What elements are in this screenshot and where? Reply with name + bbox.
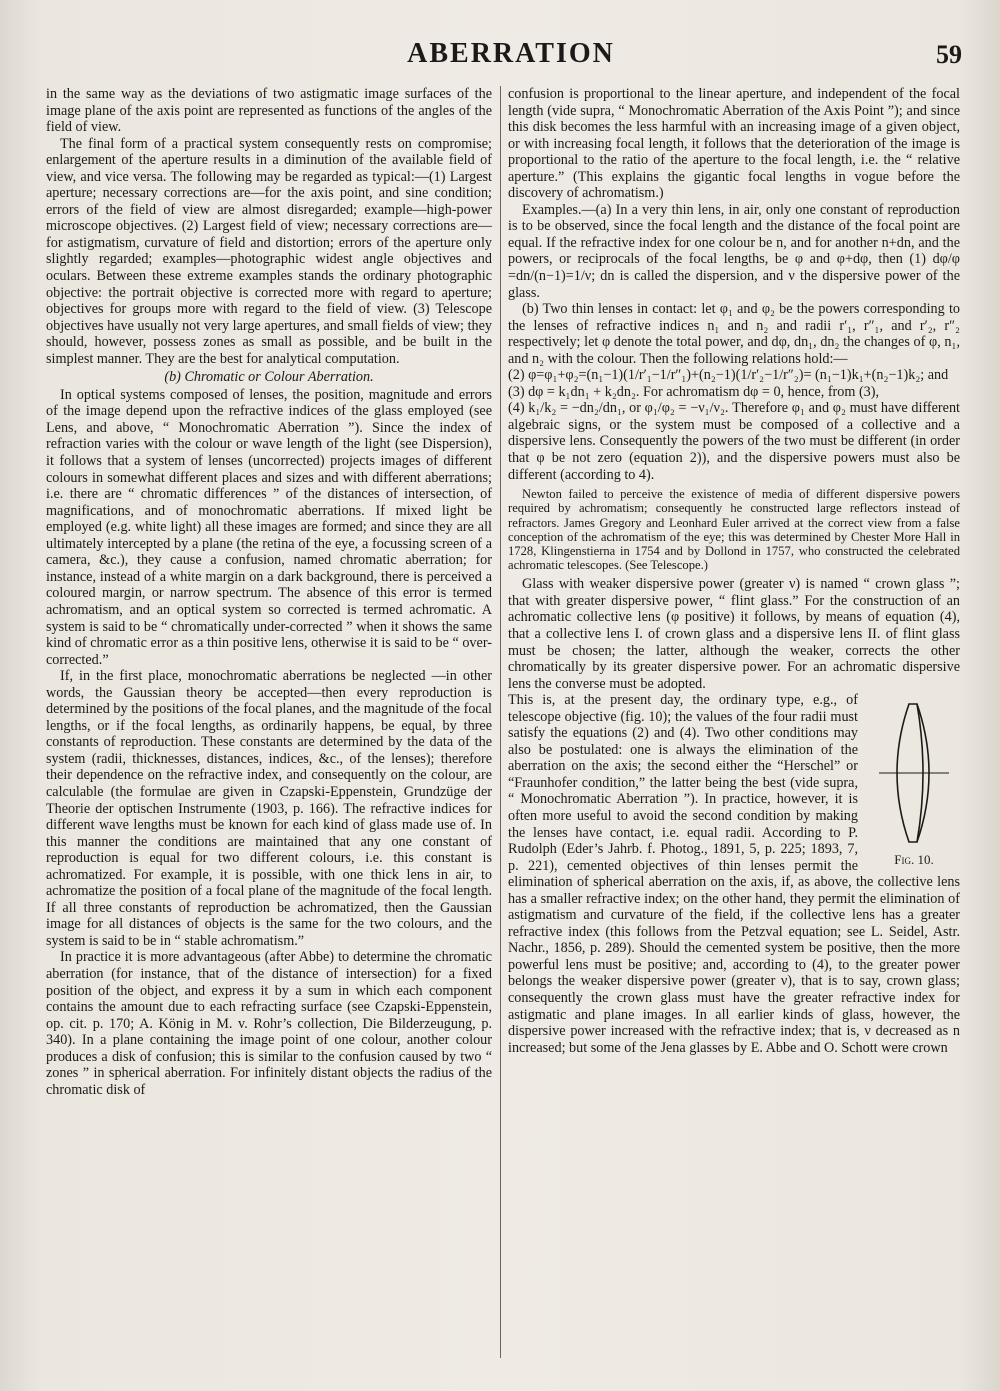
section-heading: (b) Chromatic or Colour Aberration. bbox=[164, 369, 374, 386]
page-header bbox=[60, 38, 962, 78]
paragraph: confusion is proportional to the linear aperture, and independent of the focal length (vide supra, “ Monochromatic Aberration of the Axis Point ”); and since this disk becomes the less harmful with an increasing image of a given object, or with increasing focal length, it follows that the deterioration of the image is proportional to the ratio of the aperture to the focal length, i.e. the “ relative aperture.” (This explains the gigantic focal lengths in vogue before the discovery of achromatism.) bbox=[508, 86, 960, 202]
figure-caption: Fig. 10. bbox=[894, 852, 934, 868]
small-print-note: Newton failed to perceive the existence of media of different dispersive powers required by achromatism; consequently he constructed large reflectors instead of refractors. James Gregory and Leonhard Euler arrived at the correct view from a false conception of the achromatism of the eye; this was determined by Chester More Hall in 1728, Klingenstierna in 1754 and by Dollond in 1757, who constructed the celebrated achromatic telescopes. (See Telescope.) bbox=[508, 487, 960, 573]
paragraph: This is, at the present day, the ordinary type, e.g., of telescope objective (fig. 10); the values of the four radii must satisfy the equations (2) and (4). Two other conditions may also be postulated: one is always the elimination of the aberration on the axis; the second either the “Herschel” or “Fraunhofer condition,” the latter being the best (vide supra, “ Monochromatic Aberration ”). In practice, however, it is often more useful to avoid the second condition by making the lenses have contact, i.e. equal radii. According to P. Rudolph (Eder’s Jahrb. f. Photog., 1891, 5, p. 225; 1893, 7, p. 221), cemented objectives of thin lenses permit the elimination of spherical aberration on the axis, if, as above, the collective lens has a smaller refractive index; on the other hand, they permit the elimination of astigmatism and curvature of the field, if the collective lens has a greater refractive index (this follows from the Petzval equation; see L. Seidel, Astr. Nachr., 1856, p. 289). Should the cemented system be positive, then the more powerful lens must be positive; and, according to (4), to the greater power belongs the weaker dispersive power (greater ν), that is to say, crown glass; consequently the crown glass must have the greater refractive index for astigmatic and plane images. In all earlier kinds of glass, however, the dispersive power increased with the refractive index; that is, ν decreased as n increased; but some of the Jena glasses by E. Abbe and O. Schott were crown bbox=[508, 692, 960, 1056]
paragraph: If, in the first place, monochromatic aberrations be neglected —in other words, the Gaussian theory be accepted—then every reproduction is determined by the positions of the focal planes, and the magnitude of the focal lengths, or if the focal lengths, as ordinarily happens, be equal, by three constants of reproduction. These constants are determined by the data of the system (radii, thicknesses, distances, indices, &c., of the lenses); therefore their dependence on the refractive index, and consequently on the colour, are calculable (the formulae are given in Czapski-Eppenstein, Grundzüge der Theorie der optischen Instrumente (1903, p. 166). The refractive indices for different wave lengths must be known for each kind of glass made use of. In this manner the conditions are maintained that any one constant of reproduction is equal for two different colours, i.e. this constant is achromatized. For example, it is possible, with one thick lens in air, to achromatize the position of a focal plane of the magnitude of the focal length. If all three constants of reproduction be achromatized, then the Gaussian image for all distances of objects is the same for the two colours, and the system is said to be in “ stable achromatism.” bbox=[46, 668, 492, 949]
running-title: ABERRATION bbox=[407, 38, 615, 69]
paragraph: (b) Two thin lenses in contact: let φ₁ and φ₂ be the powers corresponding to the lenses of refractive indices n₁ and n₂ and radii r′₁, r″₁, and r′₂, r″₂ respectively; let φ denote the total power, and dφ, dn₁, dn₂ the changes of φ, n₁, and n₂ with the colour. Then the following relations hold:— bbox=[508, 301, 960, 367]
right-column bbox=[508, 86, 960, 1056]
column-divider bbox=[500, 86, 501, 1358]
equation: (2) φ=φ₁+φ₂=(n₁−1)(1/r′₁−1/r″₁)+(n₂−1)(1/r′₂−1/r″₂)= (n₁−1)k₁+(n₂−1)k₂; and bbox=[508, 367, 949, 384]
left-column bbox=[46, 86, 492, 1098]
paragraph: Glass with weaker dispersive power (greater ν) is named “ crown glass ”; that with greater dispersive power, “ flint glass.” For the construction of an achromatic collective lens (φ positive) it follows, by means of equation (4), that a collective lens I. of crown glass and a dispersive lens II. of flint glass must be chosen; the latter, although the weaker, corrects the other chromatically by its greater dispersive power. For an achromatic dispersive lens the converse must be adopted. bbox=[508, 576, 960, 692]
paragraph: The final form of a practical system consequently rests on compromise; enlargement of the aperture results in a diminution of the available field of view, and vice versa. The following may be regarded as typical:—(1) Largest aperture; necessary corrections are—for the axis point, and sine condition; errors of the field of view are almost disregarded; example—high-power microscope objectives. (2) Largest field of view; necessary corrections are—for astigmatism, curvature of field and distortion; errors of the aperture only slightly regarded; examples—photographic widest angle objectives and oculars. Between these extreme examples stands the ordinary photographic objective: the portrait objective is corrected more with regard to aperture; objectives for groups more with regard to the field of view. (3) Telescope objectives have usually not very large apertures, and small fields of view; they should, however, possess zones as small as possible, and be built in the simplest manner. They are the best for analytical computation. bbox=[46, 135, 492, 367]
equation: (4) k₁/k₂ = −dn₂/dn₁, or φ₁/φ₂ = −ν₁/ν₂. Therefore φ₁ and φ₂ must have different algebraic signs, or the system must be composed of a collective and a dispersive lens. Consequently the powers of the two must be different (in order that φ be not zero (equation 2)), and the dispersive powers must also be different (according to 4). bbox=[508, 400, 960, 483]
achromatic-lens-diagram bbox=[879, 698, 949, 848]
equation: (3) dφ = k₁dn₁ + k₂dn₂. For achromatism dφ = 0, hence, from (3), bbox=[508, 383, 880, 400]
paragraph: In optical systems composed of lenses, the position, magnitude and errors of the image depend upon the refractive indices of the glass employed (see Lens, and above, “ Monochromatic Aberration ”). Since the index of refraction varies with the colour or wave length of the light (see Dispersion), it follows that a system of lenses (uncorrected) projects images of different colours in somewhat different places and sizes and with different aberrations; i.e. there are “ chromatic differences ” of the distances of intersection, of magnifications, and of monochromatic aberrations. If mixed light be employed (e.g. white light) all these images are formed; and since they are all ultimately intercepted by a plane (the retina of the eye, a focussing screen of a camera, &c.), they cause a confusion, named chromatic aberration; for instance, instead of a white margin on a dark background, there is perceived a coloured margin, or narrow spectrum. The absence of this error is termed achromatism, and an optical system so corrected is termed achromatic. A system is said to be “ chromatically under-corrected ” when it shows the same kind of chromatic error as a thin positive lens, otherwise it is said to be “ over-corrected.” bbox=[46, 386, 492, 668]
paragraph: Examples.—(a) In a very thin lens, in air, only one constant of reproduction is to be observed, since the focal length and the distance of the focal point are equal. If the refractive index for one colour be n, and for another n+dn, and the powers, or reciprocals of the focal lengths, be φ and φ+dφ, then (1) dφ/φ =dn/(n−1)=1/ν; dn is called the dispersion, and ν the dispersive power of the glass. bbox=[508, 201, 960, 301]
paragraph: in the same way as the deviations of two astigmatic image surfaces of the image plane of the axis point are represented as functions of the angles of the field of view. bbox=[46, 86, 492, 136]
figure-10 bbox=[868, 698, 960, 869]
paragraph: In practice it is more advantageous (after Abbe) to determine the chromatic aberration (for instance, that of the distance of intersection) for a fixed position of the object, and express it by a sum in which each component contains the amount due to each refracting surface (see Czapski-Eppenstein, op. cit. p. 170; A. König in M. v. Rohr’s collection, Die Bilderzeugung, p. 340). In a plane containing the image point of one colour, another colour produces a disk of confusion; this is similar to the confusion caused by two “ zones ” in spherical aberration. For infinitely distant objects the radius of the chromatic disk of bbox=[46, 949, 492, 1098]
page-number: 59 bbox=[936, 40, 962, 69]
